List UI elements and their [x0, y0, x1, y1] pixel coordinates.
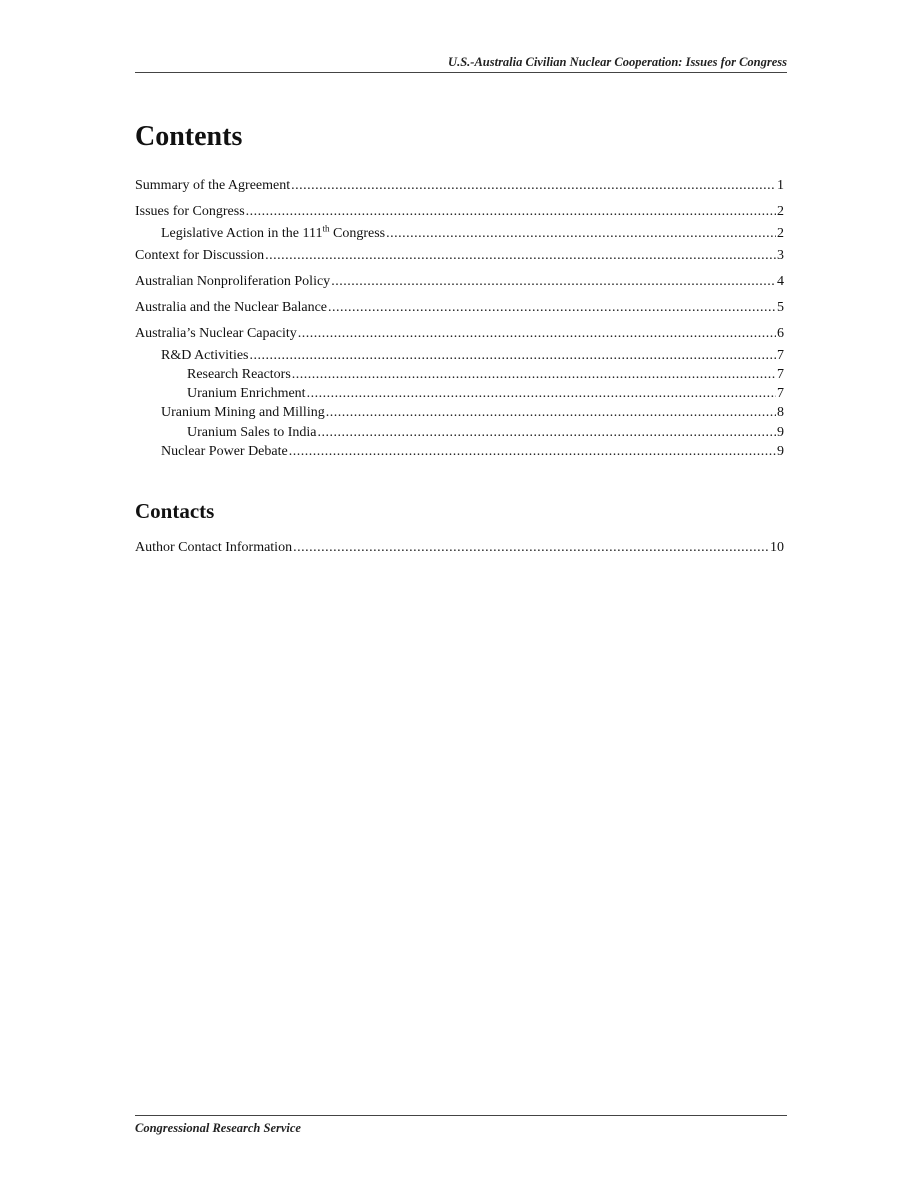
running-header: U.S.-Australia Civilian Nuclear Cooperation: Issues for Congress — [135, 55, 787, 73]
toc-entry-author-contact-information[interactable]: Author Contact Information ..... 10 — [135, 539, 784, 557]
contents-heading: Contents — [135, 121, 243, 152]
toc-entry-issues-for-congress[interactable]: Issues for Congress ..... 2 — [135, 203, 784, 221]
toc-entry-australias-nuclear-capacity[interactable]: Australia’s Nuclear Capacity ..... 6 — [135, 325, 784, 343]
toc-entry-legislative-action[interactable]: Legislative Action in the 111th Congress ..... 2 — [161, 225, 784, 243]
toc-entry-rd-activities[interactable]: R&D Activities ..... 7 — [161, 347, 784, 365]
toc-entry-context-for-discussion[interactable]: Context for Discussion ..... 3 — [135, 247, 784, 265]
page-footer: Congressional Research Service — [135, 1115, 787, 1136]
contacts-heading: Contacts — [135, 499, 215, 523]
toc-entry-australian-nonproliferation-policy[interactable]: Australian Nonproliferation Policy ..... 4 — [135, 273, 784, 291]
toc-entry-uranium-sales-to-india[interactable]: Uranium Sales to India ..... 9 — [187, 424, 784, 442]
toc-entry-nuclear-power-debate[interactable]: Nuclear Power Debate ..... 9 — [161, 443, 784, 461]
toc-entry-uranium-mining-and-milling[interactable]: Uranium Mining and Milling ..... 8 — [161, 404, 784, 422]
toc-entry-uranium-enrichment[interactable]: Uranium Enrichment ..... 7 — [187, 385, 784, 403]
toc-entry-summary-of-the-agreement[interactable]: Summary of the Agreement ..... 1 — [135, 177, 784, 195]
toc-entry-australia-and-the-nuclear-balance[interactable]: Australia and the Nuclear Balance ..... 5 — [135, 299, 784, 317]
toc-entry-research-reactors[interactable]: Research Reactors ..... 7 — [187, 366, 784, 384]
